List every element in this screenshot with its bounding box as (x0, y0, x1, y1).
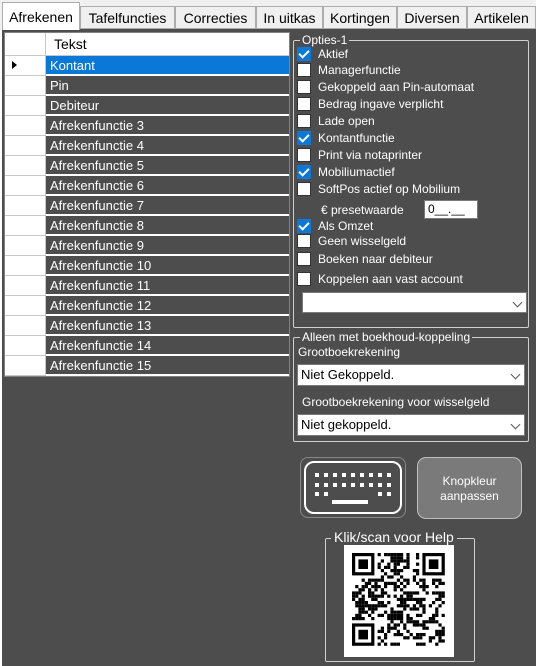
keyboard-key (378, 473, 382, 477)
chevron-down-icon (513, 298, 523, 308)
checkmark-icon[interactable] (297, 165, 311, 179)
checkbox-box[interactable] (297, 114, 311, 128)
table-cell[interactable]: Afrekenfunctie 3 (46, 116, 289, 135)
table-cell[interactable]: Afrekenfunctie 6 (46, 176, 289, 195)
table-row[interactable] (5, 116, 289, 136)
keyboard-key (387, 483, 391, 487)
koppelen-account-checkbox[interactable] (297, 271, 463, 287)
table-row[interactable] (5, 136, 289, 156)
row-header-corner (5, 33, 46, 55)
print-notaprinter-label: Print via notaprinter (318, 148, 423, 162)
print-notaprinter-checkbox[interactable] (297, 147, 422, 163)
row-header[interactable] (5, 256, 46, 276)
geen-wisselgeld-label: Geen wisselgeld (318, 234, 407, 248)
table-cell[interactable]: Afrekenfunctie 8 (46, 216, 289, 235)
help-qr-code[interactable] (344, 545, 454, 657)
keyboard-key (360, 473, 364, 477)
softpos-mobilium-label: SoftPos actief op Mobilium (318, 182, 461, 196)
checkmark-icon[interactable] (297, 131, 311, 145)
table-cell[interactable]: Afrekenfunctie 7 (46, 196, 289, 215)
checkbox-box[interactable] (297, 272, 311, 286)
keyboard-key (315, 492, 319, 496)
table-row[interactable] (5, 156, 289, 176)
keyboard-key (342, 473, 346, 477)
keyboard-spacebar (332, 500, 368, 504)
kontantfunctie-label: Kontantfunctie (318, 131, 395, 145)
keyboard-key (378, 492, 382, 496)
keyboard-icon (304, 461, 402, 514)
boeken-debiteur-label: Boeken naar debiteur (318, 252, 433, 266)
checkbox-box[interactable] (297, 182, 311, 196)
keyboard-key (324, 473, 328, 477)
row-header[interactable] (5, 316, 46, 336)
ledger-label: Grootboekrekening (298, 345, 401, 359)
boeken-debiteur-checkbox[interactable] (297, 251, 433, 267)
keyboard-key (387, 492, 391, 496)
keyboard-key (360, 483, 364, 487)
row-header[interactable] (5, 96, 46, 116)
als-omzet-checkbox[interactable] (297, 218, 373, 234)
table-row[interactable] (5, 196, 289, 216)
chevron-down-icon (511, 420, 521, 430)
row-header[interactable] (5, 176, 46, 196)
row-header[interactable] (5, 336, 46, 356)
ledger-select[interactable] (297, 364, 525, 386)
checkbox-box[interactable] (297, 234, 311, 248)
ledger-select-value: Niet Gekoppeld. (301, 367, 395, 382)
row-header[interactable] (5, 156, 46, 176)
table-cell[interactable]: Debiteur (46, 96, 289, 115)
preset-label: € presetwaarde (321, 203, 404, 217)
button-color-button[interactable] (417, 457, 522, 519)
change-ledger-select-value: Niet gekoppeld. (301, 417, 392, 432)
gekoppeld-pin-label: Gekoppeld aan Pin-automaat (318, 80, 475, 94)
keyboard-key (351, 473, 355, 477)
chevron-down-icon (511, 370, 521, 380)
row-header[interactable] (5, 276, 46, 296)
row-header[interactable] (5, 216, 46, 236)
kontantfunctie-checkbox[interactable] (297, 130, 395, 146)
keyboard-key (387, 473, 391, 477)
table-cell[interactable]: Afrekenfunctie 5 (46, 156, 289, 175)
row-header[interactable] (5, 56, 46, 76)
table-row[interactable] (5, 316, 289, 336)
table-row[interactable] (5, 76, 289, 96)
table-row[interactable] (5, 216, 289, 236)
lade-open-label: Lade open (318, 114, 375, 128)
geen-wisselgeld-checkbox[interactable] (297, 233, 406, 249)
checkbox-box[interactable] (297, 97, 311, 111)
table-row[interactable] (5, 276, 289, 296)
row-header[interactable] (5, 356, 46, 376)
keyboard-key (378, 483, 382, 487)
tab-in-uitkas[interactable]: In uitkas (256, 6, 323, 28)
table-row[interactable] (5, 336, 289, 356)
gekoppeld-pin-checkbox[interactable] (297, 79, 474, 95)
account-select[interactable] (302, 292, 527, 313)
keyboard-key (324, 483, 328, 487)
tab-kortingen[interactable]: Kortingen (323, 6, 397, 28)
keyboard-key (369, 473, 373, 477)
table-row[interactable] (5, 236, 289, 256)
table-row[interactable] (5, 56, 289, 76)
help-title: Klik/scan voor Help (331, 528, 457, 546)
tab-artikelen[interactable]: Artikelen (467, 6, 536, 28)
table-cell[interactable]: Afrekenfunctie 4 (46, 136, 289, 155)
managerfunctie-label: Managerfunctie (318, 63, 401, 77)
als-omzet-label: Als Omzet (318, 219, 374, 233)
row-pointer-icon (12, 61, 17, 69)
mobiliumactief-label: Mobiliumactief (318, 165, 395, 179)
qr-code-icon (344, 545, 454, 657)
table-row[interactable] (5, 96, 289, 116)
tab-strip (0, 0, 536, 30)
table-cell[interactable]: Afrekenfunctie 13 (46, 316, 289, 335)
change-ledger-select[interactable] (297, 414, 525, 436)
lade-open-checkbox[interactable] (297, 113, 375, 129)
change-ledger-label: Grootboekrekening voor wisselgeld (302, 395, 490, 409)
koppelen-account-label: Koppelen aan vast account (318, 272, 463, 286)
table-cell[interactable]: Pin (46, 76, 289, 95)
keyboard-key (315, 483, 319, 487)
tab-tafelfuncties[interactable]: Tafelfuncties (80, 6, 175, 28)
payment-functions-grid[interactable] (4, 32, 290, 377)
options-group-title: Opties-1 (302, 33, 348, 47)
table-cell[interactable]: Kontant (46, 56, 289, 75)
keyboard-key (333, 483, 337, 487)
tab-diversen[interactable]: Diversen (397, 6, 467, 28)
accounting-group-title: Alleen met boekhoud-koppeling (302, 330, 471, 344)
aktief-label: Aktief (318, 47, 349, 61)
keyboard-key (351, 483, 355, 487)
row-header[interactable] (5, 76, 46, 96)
row-header[interactable] (5, 296, 46, 316)
button-color-label-1: Knopkleur (442, 474, 497, 488)
table-row[interactable] (5, 356, 289, 376)
bedrag-verplicht-checkbox[interactable] (297, 96, 443, 112)
checkmark-icon[interactable] (297, 219, 311, 233)
table-row[interactable] (5, 256, 289, 276)
table-row[interactable] (5, 296, 289, 316)
keyboard-key (342, 483, 346, 487)
keyboard-key (333, 473, 337, 477)
checkbox-box[interactable] (297, 80, 311, 94)
managerfunctie-checkbox[interactable] (297, 62, 401, 78)
checkbox-box[interactable] (297, 252, 311, 266)
tab-correcties[interactable]: Correcties (175, 6, 256, 28)
keyboard-key (315, 473, 319, 477)
row-header[interactable] (5, 236, 46, 256)
table-cell[interactable]: Afrekenfunctie 12 (46, 296, 289, 315)
table-cell[interactable]: Afrekenfunctie 9 (46, 236, 289, 255)
table-cell[interactable]: Afrekenfunctie 11 (46, 276, 289, 295)
column-header-tekst[interactable]: Tekst (54, 36, 87, 52)
row-header[interactable] (5, 196, 46, 216)
mobiliumactief-checkbox[interactable] (297, 164, 395, 180)
checkbox-box[interactable] (297, 148, 311, 162)
preset-value-input[interactable]: 0__.__ (424, 200, 478, 219)
table-cell[interactable]: Afrekenfunctie 15 (46, 356, 289, 375)
aktief-checkbox[interactable] (297, 46, 348, 62)
button-color-label-2: aanpassen (440, 489, 499, 503)
table-row[interactable] (5, 176, 289, 196)
keyboard-button[interactable] (300, 457, 406, 518)
table-cell[interactable]: Afrekenfunctie 14 (46, 336, 289, 355)
keyboard-key (369, 483, 373, 487)
tab-afrekenen[interactable]: Afrekenen (2, 2, 80, 30)
grid-header (5, 33, 289, 56)
row-header[interactable] (5, 116, 46, 136)
softpos-mobilium-checkbox[interactable] (297, 181, 460, 197)
table-cell[interactable]: Afrekenfunctie 10 (46, 256, 289, 275)
keyboard-key (324, 492, 328, 496)
row-header[interactable] (5, 136, 46, 156)
checkmark-icon[interactable] (297, 47, 311, 61)
checkbox-box[interactable] (297, 63, 311, 77)
bedrag-verplicht-label: Bedrag ingave verplicht (318, 97, 444, 111)
